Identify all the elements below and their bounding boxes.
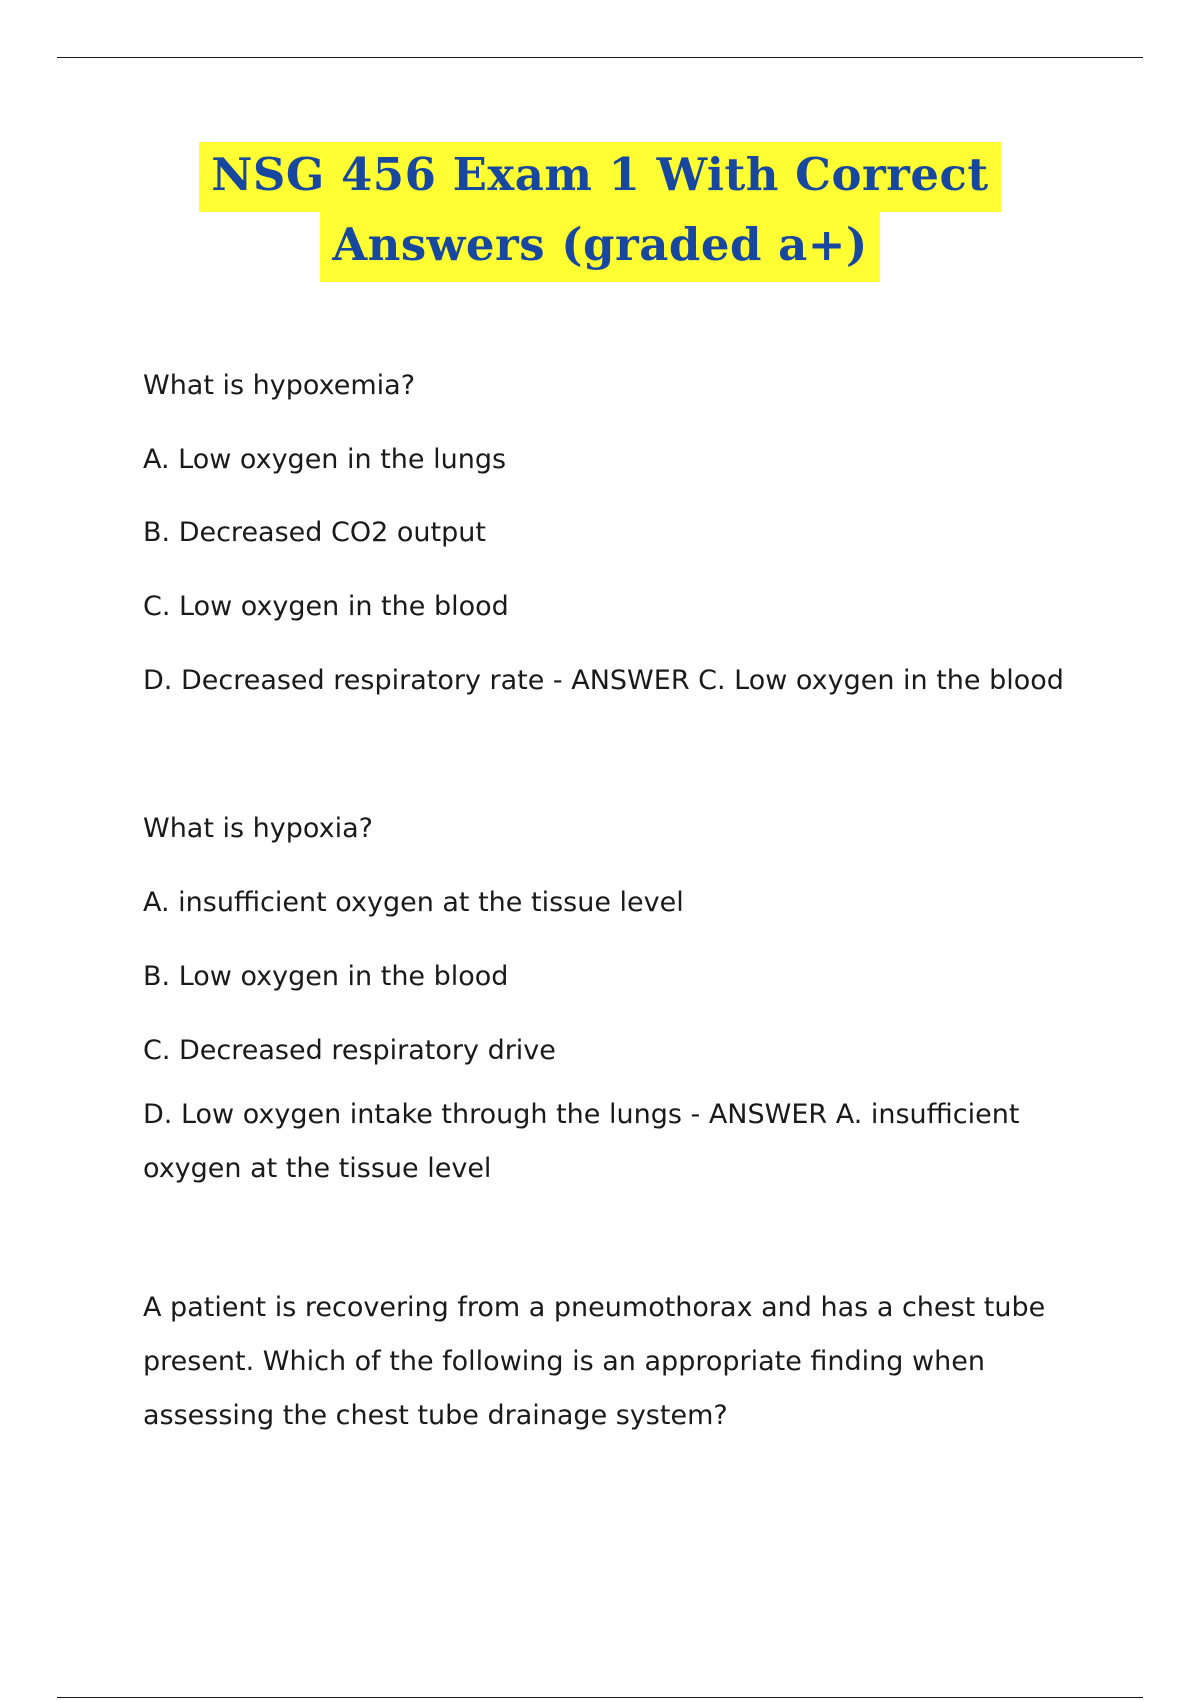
answer-option: B. Low oxygen in the blood <box>143 961 509 992</box>
answer-option: A. insufficient oxygen at the tissue level <box>143 887 684 918</box>
title-line-2: Answers (graded a+) <box>320 212 880 282</box>
answer-option: C. Decreased respiratory drive <box>143 1035 556 1066</box>
top-rule <box>57 57 1143 58</box>
answer-option: A. Low oxygen in the lungs <box>143 444 507 475</box>
title-line-1: NSG 456 Exam 1 With Correct <box>199 142 1000 212</box>
answer-option: B. Decreased CO2 output <box>143 517 486 548</box>
question-text: What is hypoxemia? <box>143 370 416 401</box>
answer-option: D. Decreased respiratory rate - ANSWER C. Low oxygen in the blood <box>143 665 1064 696</box>
question-text: What is hypoxia? <box>143 813 373 844</box>
document-title <box>0 142 1200 282</box>
bottom-rule <box>57 1697 1143 1698</box>
answer-option: C. Low oxygen in the blood <box>143 591 509 622</box>
question-text: A patient is recovering from a pneumothorax and has a chest tube present. Which of the following is an appropriate finding when assessing the chest tube drainage system? <box>143 1292 1046 1431</box>
answer-option: D. Low oxygen intake through the lungs - ANSWER A. insufficient oxygen at the tissue level <box>143 1099 1020 1184</box>
